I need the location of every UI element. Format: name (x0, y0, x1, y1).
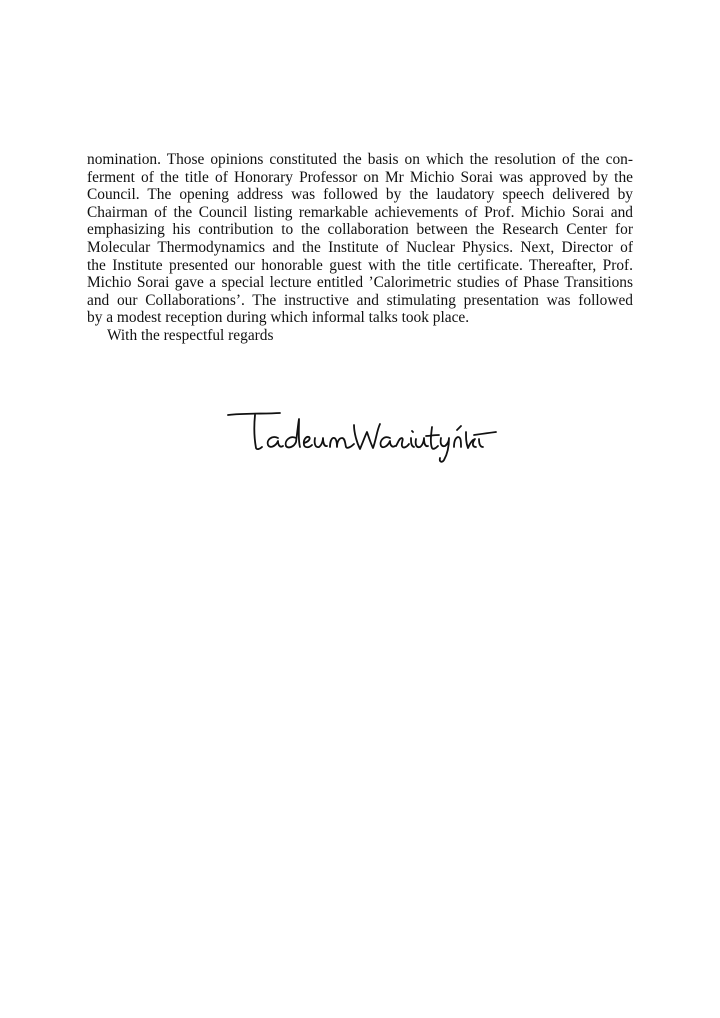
paragraph-line: ferment of the title of Honorary Professor on Mr Michio Sorai was approved by the (87, 168, 633, 186)
paragraph-line: Council. The opening address was followed by the laudatory speech delivered by (87, 186, 633, 204)
paragraph-line: by a modest reception during which informal talks took place. (87, 309, 470, 327)
paragraph-line: Chairman of the Council listing remarkable achievements of Prof. Michio Sorai and (87, 203, 633, 221)
signature-drawing (226, 405, 506, 465)
handwritten-signature (226, 405, 506, 465)
paragraph-line: nomination. Those opinions constituted the basis on which the resolution of the con- (87, 151, 633, 168)
paragraph-line: Michio Sorai gave a special lecture entitled ’Calorimetric studies of Phase Transitions (87, 274, 633, 292)
paragraph-line: the Institute presented our honorable guest with the title certificate. Thereafter, Prof. (87, 256, 633, 274)
paragraph-line: Molecular Thermodynamics and the Institute of Nuclear Physics. Next, Director of (87, 238, 633, 256)
paragraph-line: and our Collaborations’. The instructive and stimulating presentation was followed (87, 291, 633, 309)
paragraph-line: emphasizing his contribution to the collaboration between the Research Center for (87, 221, 633, 239)
body-text (87, 151, 633, 345)
closing-line: With the respectful regards (107, 326, 274, 344)
